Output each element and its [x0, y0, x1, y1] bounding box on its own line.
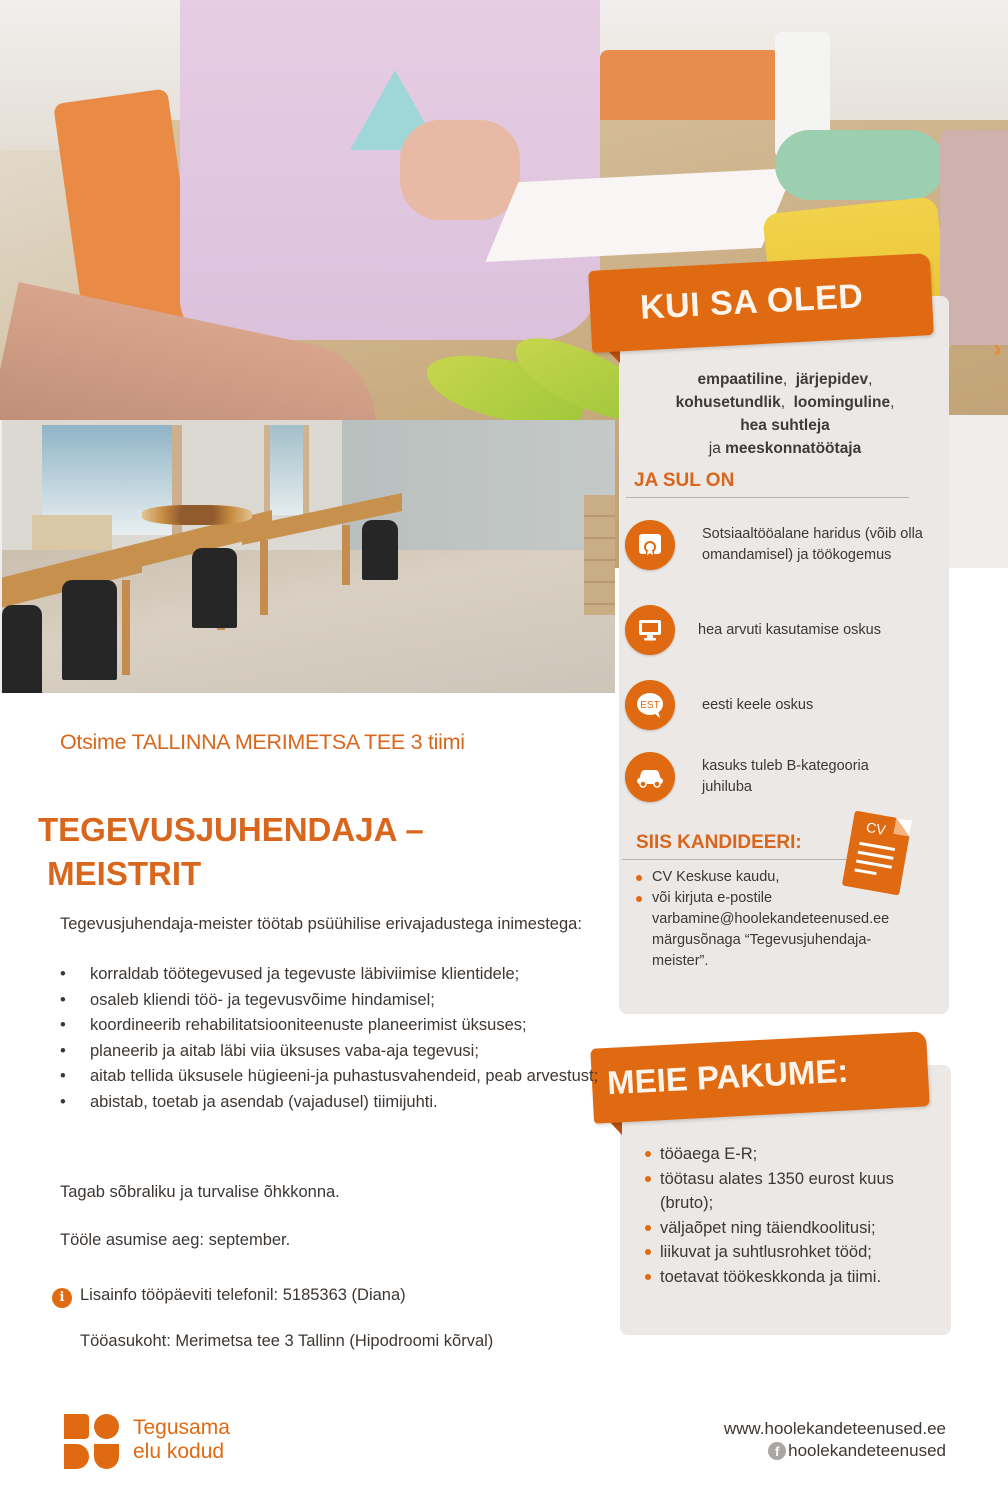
info-icon: i [52, 1288, 72, 1308]
kodu-logo-icon [64, 1414, 120, 1470]
duties-list [60, 962, 600, 1115]
trait-connector: ja [708, 440, 721, 457]
job-intro: Tegevusjuhendaja-meister töötab psüühilise erivajadustega inimestega: [60, 915, 582, 933]
facebook-icon: f [768, 1442, 786, 1460]
requirement-text: eesti keele oskus [702, 696, 814, 713]
start-date-text: Tööle asumise aeg: september. [60, 1231, 291, 1249]
requirement-text: Sotsiaaltööalane haridus (võib olla omandamisel) ja töökogemus [702, 526, 923, 563]
offer-item: toetavat töökeskkonda ja tiimi. [645, 1265, 945, 1290]
requirement-text: hea arvuti kasutamise oskus [698, 621, 881, 638]
job-title [38, 808, 424, 896]
facebook-link[interactable] [768, 1441, 946, 1461]
duty-item: • osaleb kliendi töö- ja tegevusvõime hindamisel; [60, 988, 600, 1014]
trait: loominguline [793, 394, 891, 411]
trait: empaatiline [697, 371, 783, 388]
svg-text:EST: EST [640, 700, 660, 711]
requirement-computer [625, 605, 925, 655]
job-title-line2: MEISTRIT [38, 855, 202, 892]
duty-item: • planeerib ja aitab läbi viia üksuses vaba-aja tegevusi; [60, 1039, 600, 1065]
requirement-drivers-license [625, 752, 925, 802]
logo-text: Tegusama elu kodud [133, 1416, 230, 1463]
requirement-language [625, 680, 925, 730]
trait: hea suhtleja [740, 417, 830, 434]
apply-title: SIIS KANDIDEERI: [636, 832, 802, 853]
apply-keyword-end: meister”. [652, 953, 709, 969]
workshop-room-photo [0, 420, 615, 693]
trait: järjepidev [795, 371, 869, 388]
trait: meeskonnatöötaja [725, 440, 862, 457]
duty-item: • korraldab töötegevused ja tegevuste läbiviimise klientidele; [60, 962, 600, 988]
requirement-education [625, 520, 925, 570]
contact-text: Lisainfo tööpäeviti telefonil: 5185363 (Diana) [80, 1286, 406, 1304]
certificate-icon [625, 520, 675, 570]
apply-email[interactable]: varbamine@hoolekandeteenused.ee [652, 911, 890, 927]
requirements-title: JA SUL ON [634, 470, 735, 491]
duty-item: • abistab, toetab ja asendab (vajadusel) tiimijuhti. [60, 1090, 600, 1116]
offer-title: MEIE PAKUME: [606, 1051, 850, 1102]
facebook-handle: hoolekandeteenused [788, 1441, 946, 1460]
website-link[interactable]: www.hoolekandeteenused.ee [723, 1419, 946, 1438]
cv-document-icon: CV [842, 811, 912, 896]
qualities-title: KUI SA OLED [639, 277, 865, 327]
chevron-right-icon: › [993, 333, 1002, 363]
duty-item: • koordineerib rehabilitatsiooniteenuste planeerimist üksuses; [60, 1013, 600, 1039]
offer-item: töötasu alates 1350 eurost kuus (bruto); [645, 1167, 945, 1216]
job-title-line1: TEGEVUSJUHENDAJA – [38, 811, 424, 848]
offer-item: väljaõpet ning täiendkoolitusi; [645, 1216, 945, 1241]
divider [626, 497, 909, 498]
apply-method: või kirjuta e-postile [636, 888, 936, 909]
requirement-text: kasuks tuleb B-kategooria juhiluba [702, 758, 869, 795]
apply-method: CV Keskuse kaudu, [636, 867, 936, 888]
environment-text: Tagab sõbraliku ja turvalise õhkkonna. [60, 1183, 340, 1201]
offer-item: liikuvat ja suhtlusrohket tööd; [645, 1240, 945, 1265]
apply-keyword: märgusõnaga “Tegevusjuhendaja- [652, 932, 872, 948]
car-icon [625, 752, 675, 802]
est-speech-bubble-icon [625, 680, 675, 730]
divider [622, 859, 847, 860]
monitor-icon [625, 605, 675, 655]
location-text: Tööasukoht: Merimetsa tee 3 Tallinn (Hipodroomi kõrval) [80, 1332, 494, 1350]
trait: kohusetundlik [675, 394, 781, 411]
offer-list [645, 1142, 945, 1289]
team-subtitle: Otsime TALLINNA MERIMETSA TEE 3 tiimi [60, 730, 465, 754]
apply-methods [636, 867, 936, 972]
qualities-traits: empaatiline, järjepidev, kohusetundlik, loominguline, hea suhtleja ja meeskonnatöötaja [675, 371, 895, 457]
offer-item: tööaega E-R; [645, 1142, 945, 1167]
duty-item: • aitab tellida üksusele hügieeni-ja puhastusvahendeid, peab arvestust; [60, 1064, 600, 1090]
